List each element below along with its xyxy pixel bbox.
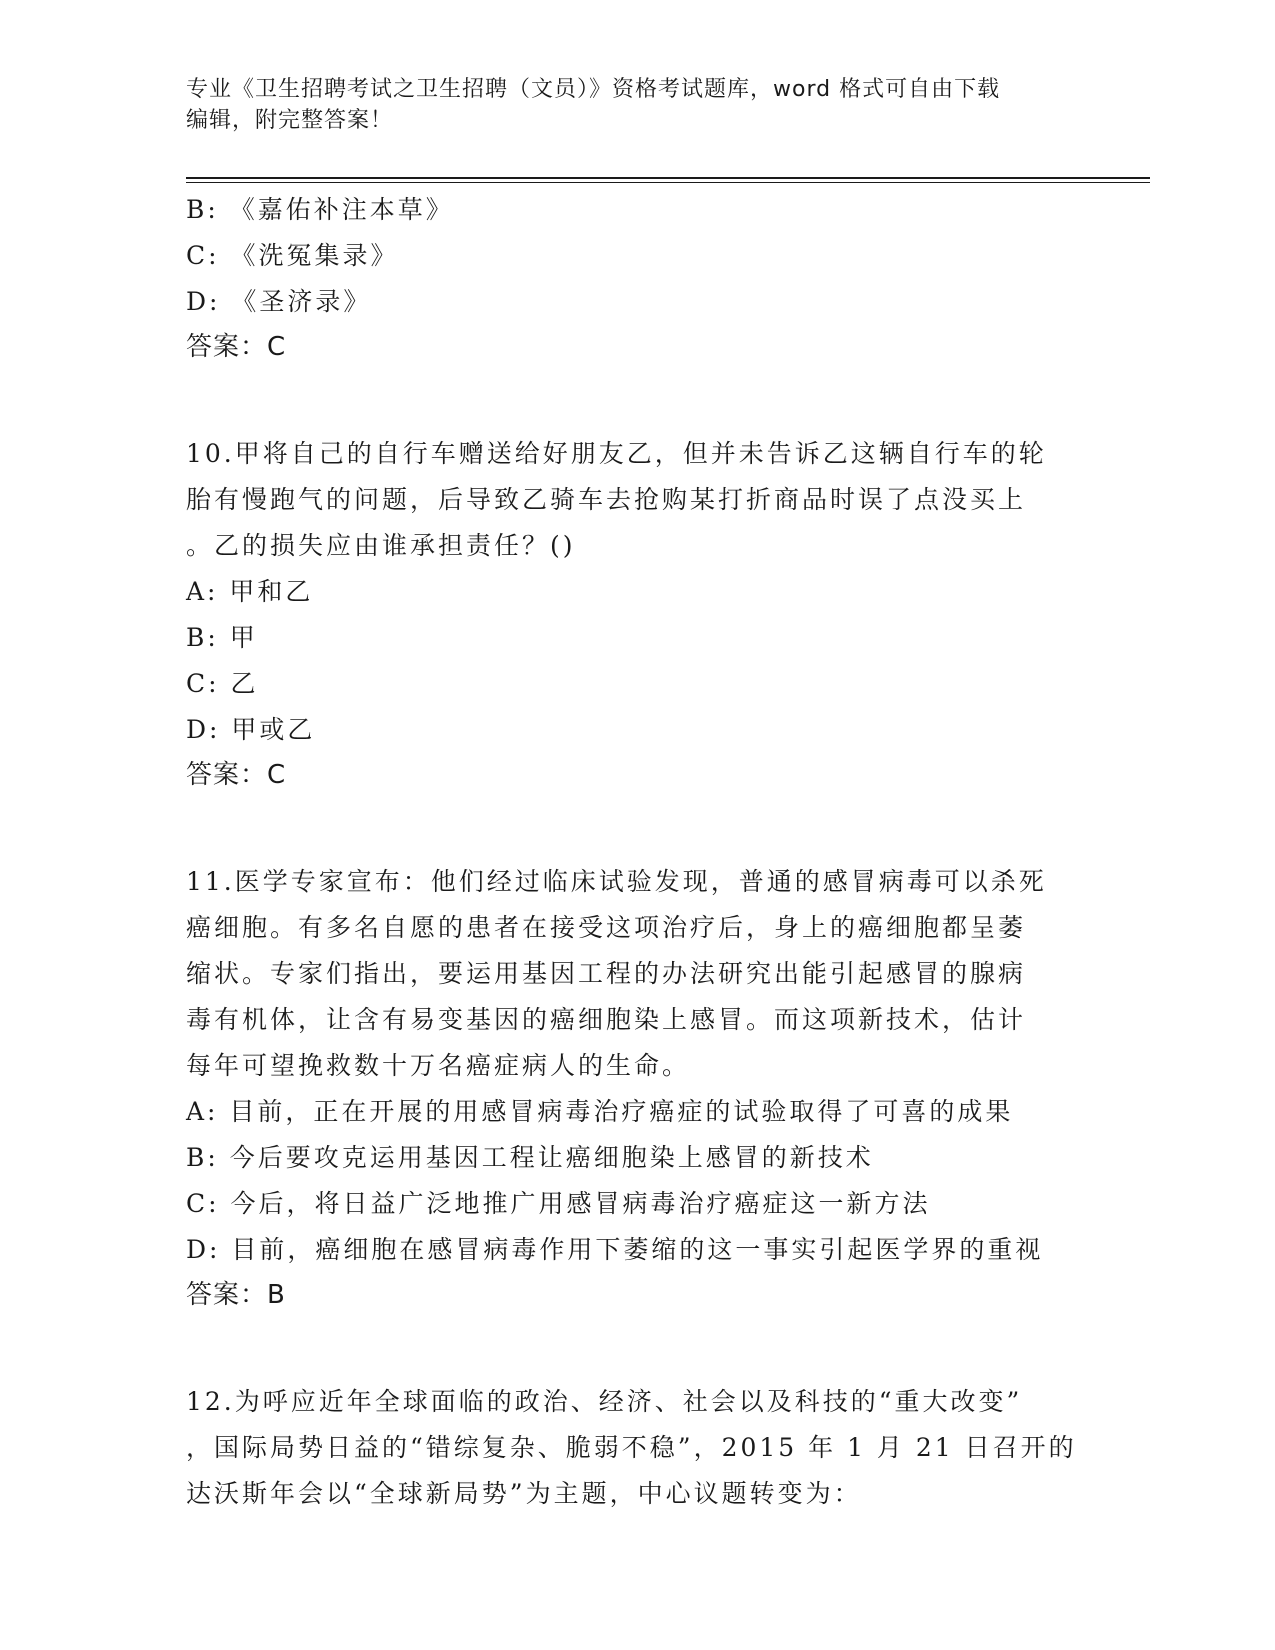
q9-answer: 答案：C xyxy=(186,332,287,362)
question-gap xyxy=(186,797,1086,859)
q9-option-c: C: 《洗冤集录》 xyxy=(186,241,399,270)
q11-answer: 答案：B xyxy=(186,1280,286,1310)
question-gap xyxy=(186,1317,1086,1379)
q11-option-d: D: 目前，癌细胞在感冒病毒作用下萎缩的这一事实引起医学界的重视 xyxy=(186,1235,1044,1264)
q10-option-b: B: 甲 xyxy=(186,623,258,652)
q11-stem-line-1: 11.医学专家宣布：他们经过临床试验发现，普通的感冒病毒可以杀死 xyxy=(186,867,1047,896)
q12-stem-line-1: 12.为呼应近年全球面临的政治、经济、社会以及科技的“重大改变” xyxy=(186,1387,1023,1416)
question-content xyxy=(186,187,1086,1517)
question-12 xyxy=(186,1379,1086,1517)
q10-stem-line-3: 。乙的损失应由谁承担责任？() xyxy=(186,531,576,560)
question-gap xyxy=(186,369,1086,431)
q10-stem-line-2: 胎有慢跑气的问题，后导致乙骑车去抢购某打折商品时误了点没买上 xyxy=(186,485,1027,514)
q10-option-c: C: 乙 xyxy=(186,669,259,698)
q9-option-b: B: 《嘉佑补注本草》 xyxy=(186,195,454,224)
q10-stem-line-1: 10.甲将自己的自行车赠送给好朋友乙，但并未告诉乙这辆自行车的轮 xyxy=(186,439,1047,468)
q12-stem-line-3: 达沃斯年会以“全球新局势”为主题，中心议题转变为： xyxy=(186,1479,862,1508)
header-line-1: 专业《卫生招聘考试之卫生招聘（文员）》资格考试题库，word 格式可自由下载 xyxy=(186,77,1001,102)
q11-stem-line-5: 每年可望挽救数十万名癌症病人的生命。 xyxy=(186,1051,691,1080)
q11-option-b: B: 今后要攻克运用基因工程让癌细胞染上感冒的新技术 xyxy=(186,1143,874,1172)
q11-stem-line-4: 毒有机体，让含有易变基因的癌细胞染上感冒。而这项新技术，估计 xyxy=(186,1005,1027,1034)
q10-answer: 答案：C xyxy=(186,760,287,790)
header-divider-thin xyxy=(186,182,1150,183)
q10-option-a: A: 甲和乙 xyxy=(186,577,314,606)
q12-stem-line-2: ，国际局势日益的“错综复杂、脆弱不稳”，2015 年 1 月 21 日召开的 xyxy=(186,1433,1077,1462)
q11-option-c: C: 今后，将日益广泛地推广用感冒病毒治疗癌症这一新方法 xyxy=(186,1189,931,1218)
document-header xyxy=(186,74,1086,136)
q11-stem-line-3: 缩状。专家们指出，要运用基因工程的办法研究出能引起感冒的腺病 xyxy=(186,959,1027,988)
q10-option-d: D: 甲或乙 xyxy=(186,715,316,744)
question-10 xyxy=(186,431,1086,797)
q11-option-a: A: 目前，正在开展的用感冒病毒治疗癌症的试验取得了可喜的成果 xyxy=(186,1097,1014,1126)
q11-stem-line-2: 癌细胞。有多名自愿的患者在接受这项治疗后，身上的癌细胞都呈萎 xyxy=(186,913,1027,942)
header-line-2: 编辑，附完整答案！ xyxy=(186,108,394,133)
question-11 xyxy=(186,859,1086,1317)
header-divider-thick xyxy=(186,177,1150,179)
q9-option-d: D: 《圣济录》 xyxy=(186,287,372,316)
question-9 xyxy=(186,187,1086,369)
